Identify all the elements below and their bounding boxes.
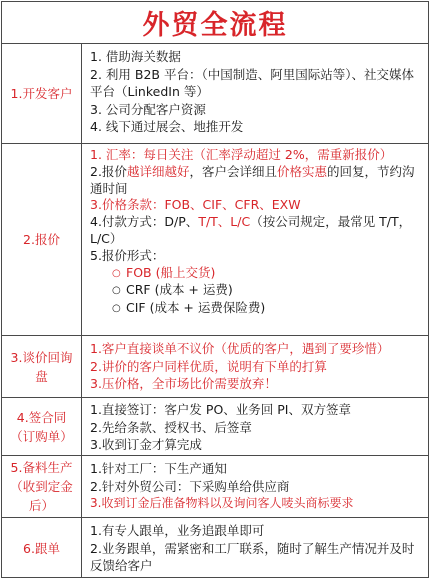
row-label: 4.签合同（订购单） <box>2 398 82 455</box>
circle-bullet-icon: ○ <box>112 285 121 297</box>
list-item: 2. 利用 B2B 平台：（中国制造、阿里国际站等）、社交媒体平台（LinkedIn 等） <box>90 66 414 100</box>
list-item: 2.业务跟单，需紧密和工厂联系，随时了解生产情况并及时反馈给客户 <box>90 540 415 574</box>
row-negotiation <box>2 336 428 398</box>
list-item: 4.付款方式：D/P、T/T、L/C（按公司规定，最常见 T/T，L/C） <box>90 214 412 246</box>
list-item: 4. 线下通过展会、地推开发 <box>90 119 244 135</box>
list-item: 3.收到订金才算完成 <box>90 437 202 453</box>
list-item: 1.客户直接谈单不议价（优质的客户，遇到了要珍惜） <box>90 341 390 356</box>
list-item: 2.先给条款、授权书、后签章 <box>90 419 252 435</box>
circle-bullet-icon: ○ <box>112 303 121 315</box>
row-label: 6.跟单 <box>2 518 82 578</box>
row-content <box>82 518 428 578</box>
list-item: 2.讲价的客户同样优质，说明有下单的打算 <box>90 358 327 374</box>
row-content <box>82 456 428 517</box>
sub-list-item: ○ FOB (船上交货) <box>90 265 422 283</box>
row-follow-up <box>2 518 428 578</box>
row-quotation <box>2 144 428 336</box>
sub-list-item: ○ CIF (成本 + 运费保险费) <box>90 300 422 318</box>
list-item: 5.报价形式： <box>90 247 165 263</box>
row-content <box>82 44 428 143</box>
sub-list-item: ○ CRF (成本 + 运费) <box>90 282 422 300</box>
list-item: 3.价格条款：FOB、CIF、CFR、EXW <box>90 197 301 213</box>
row-develop-customers <box>2 44 428 144</box>
row-label: 2.报价 <box>2 144 82 335</box>
row-content <box>82 144 428 335</box>
list-item: 3.收到订金后准备物料以及询问客人唛头商标要求 <box>90 496 354 511</box>
list-item: 1.针对工厂：下生产通知 <box>90 461 227 476</box>
row-content <box>82 398 428 455</box>
row-contract <box>2 398 428 456</box>
row-label: 3.谈价回询盘 <box>2 336 82 397</box>
list-item: 1.有专人跟单，业务追跟单即可 <box>90 523 265 538</box>
list-item: 2.针对外贸公司：下采购单给供应商 <box>90 478 290 494</box>
list-item: 2.报价越详细越好，客户会详细且价格实惠的回复，节约沟通时间 <box>90 163 415 196</box>
list-item: 1. 汇率：每日关注（汇率浮动超过 2%，需重新报价） <box>90 147 393 162</box>
process-table <box>1 1 429 578</box>
list-item: 3. 公司分配客户资源 <box>90 101 206 117</box>
row-production <box>2 456 428 518</box>
row-content <box>82 336 428 397</box>
list-item: 1.直接签订：客户发 PO、业务回 PI、双方签章 <box>90 402 351 417</box>
row-label: 5.备料生产（收到定金后） <box>2 456 82 517</box>
list-item: 1. 借助海关数据 <box>90 49 181 64</box>
page-title: 外贸全流程 <box>2 2 428 44</box>
row-label: 1.开发客户 <box>2 44 82 143</box>
circle-bullet-icon: ○ <box>112 267 121 279</box>
list-item: 3.压价格，全市场比价需要放弃！ <box>90 376 277 392</box>
